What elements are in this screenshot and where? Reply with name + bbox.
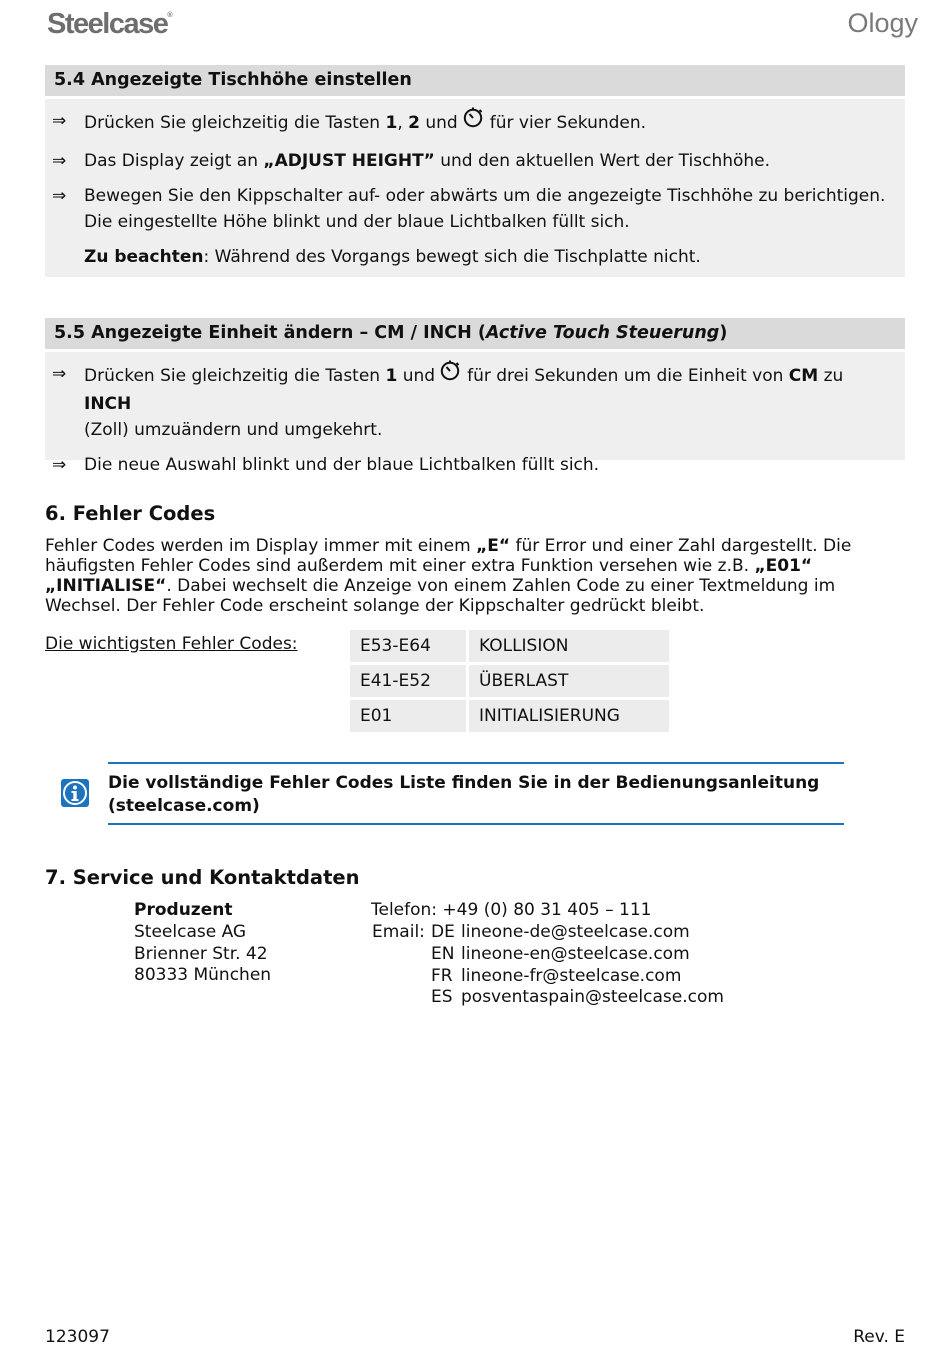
item-text: und [419, 113, 458, 133]
item-text: Bewegen Sie den Kippschalter auf- oder abwärts um die angezeigte Tischhöhe zu berichtigen. Die eingestellte Höhe blinkt und der blaue Lichtbalken füllt sich. [84, 186, 886, 232]
registered-mark: ® [167, 12, 173, 19]
right-double-arrow-icon: ⇒ [52, 364, 67, 384]
section-6-heading: 6. Fehler Codes [45, 502, 216, 525]
email-address[interactable]: lineone-en@steelcase.com [461, 943, 690, 964]
right-double-arrow-icon: ⇒ [52, 151, 67, 171]
key-label: 1 [385, 366, 398, 386]
section-7-heading: 7. Service und Kontaktdaten [45, 866, 360, 889]
section-5-5-title [45, 318, 905, 352]
brand-name: Steelcase [47, 8, 168, 40]
info-icon [61, 779, 89, 807]
info-text: Die vollständige Fehler Codes Liste finden Sie in der Bedienungsanleitung (steelcase.com) [108, 773, 820, 816]
item-text: zu [818, 366, 844, 386]
table-row [350, 665, 669, 697]
info-bottom-rule [108, 823, 844, 825]
meaning-cell: KOLLISION [469, 630, 669, 662]
key-label: 2 [408, 113, 420, 133]
email-row [431, 987, 724, 1009]
section-5-4-title: 5.4 Angezeigte Tischhöhe einstellen [45, 65, 905, 99]
code-cell: E41-E52 [350, 665, 469, 697]
email-address[interactable]: lineone-de@steelcase.com [461, 922, 690, 942]
para-bold: „E01“ [754, 556, 813, 576]
email-row [431, 966, 724, 988]
code-cell: E01 [350, 700, 469, 732]
company-name: Steelcase AG [134, 921, 247, 942]
right-double-arrow-icon: ⇒ [52, 111, 67, 131]
list-item [45, 452, 905, 478]
code-cell: E53-E64 [350, 630, 469, 662]
display-message: „ADJUST HEIGHT” [263, 151, 435, 171]
item-text: Die neue Auswahl blinkt und der blaue Lichtbalken füllt sich. [84, 455, 600, 475]
item-text: , [397, 113, 409, 133]
list-item [45, 361, 905, 443]
list-item [45, 183, 905, 235]
para-text: . Dabei wechselt die Anzeige von einem Zahlen Code zu einer Textmeldung im Wechsel. Der Fehler Code erscheint solange der Kippschalter gedrückt bleibt. [45, 576, 836, 616]
email-list [431, 922, 724, 1009]
info-top-rule [108, 762, 844, 764]
right-double-arrow-icon: ⇒ [52, 455, 67, 475]
item-text: Das Display zeigt an [84, 151, 264, 171]
para-text: für Error und einer Zahl dargestellt. Die häufigsten Fehler Codes sind außerdem mit einer extra Funktion versehen wie z.B. [45, 536, 852, 576]
email-address[interactable]: lineone-fr@steelcase.com [461, 965, 682, 986]
item-text: und den aktuellen Wert der Tischhöhe. [434, 151, 771, 171]
doc-number: 123097 [45, 1327, 110, 1347]
note [45, 244, 905, 270]
producer-label: Produzent [134, 900, 233, 920]
email-lang: DE [431, 922, 455, 942]
note-label: Zu beachten [84, 247, 204, 267]
email-address[interactable]: posventaspain@steelcase.com [461, 987, 724, 1008]
section-5-4-box [45, 65, 905, 277]
ology-logo: Ology [847, 8, 918, 38]
error-codes-paragraph [45, 536, 915, 616]
note-text: : Während des Vorgangs bewegt sich die Tischplatte nicht. [203, 247, 701, 267]
list-item [45, 108, 905, 138]
timer-button-icon [462, 106, 484, 136]
revision: Rev. E [853, 1327, 905, 1347]
email-row [431, 944, 724, 966]
street: Brienner Str. 42 [134, 943, 268, 964]
unit-label: INCH [84, 394, 132, 414]
email-lang: FR [431, 965, 453, 986]
email-label: Email: [372, 922, 425, 942]
meaning-cell: ÜBERLAST [469, 665, 669, 697]
unit-label: CM [788, 366, 819, 386]
phone: Telefon: +49 (0) 80 31 405 – 111 [371, 900, 652, 920]
meaning-cell: INITIALISIERUNG [469, 700, 669, 732]
producer-address [134, 900, 271, 987]
steelcase-logo [47, 8, 173, 41]
table-row [350, 630, 669, 662]
item-text: Drücken Sie gleichzeitig die Tasten [84, 366, 386, 386]
item-text: (Zoll) umzuändern und umgekehrt. [84, 420, 383, 440]
email-row [431, 922, 724, 944]
para-text: Fehler Codes werden im Display immer mit einem [45, 536, 477, 556]
item-text: für drei Sekunden um die Einheit von [467, 366, 789, 386]
table-row [350, 700, 669, 732]
key-label: 1 [385, 113, 398, 133]
error-codes-table [350, 627, 669, 735]
title-italic: Active Touch Steuerung [485, 323, 720, 343]
timer-button-icon [439, 359, 461, 389]
title-text: 5.5 Angezeigte Einheit ändern – CM / INCH ( [54, 323, 486, 343]
item-text: Drücken Sie gleichzeitig die Tasten [84, 113, 386, 133]
email-lang: ES [431, 987, 453, 1008]
item-text: für vier Sekunden. [489, 113, 647, 133]
section-5-5-box [45, 318, 905, 475]
para-bold: „INITIALISE“ [45, 576, 167, 596]
right-double-arrow-icon: ⇒ [52, 186, 67, 206]
item-text: und [397, 366, 436, 386]
para-bold: „E“ [476, 536, 511, 556]
list-item [45, 148, 905, 174]
title-text: ) [719, 323, 728, 343]
city: 80333 München [134, 965, 272, 986]
email-lang: EN [431, 943, 455, 964]
codes-label: Die wichtigsten Fehler Codes: [45, 634, 298, 654]
